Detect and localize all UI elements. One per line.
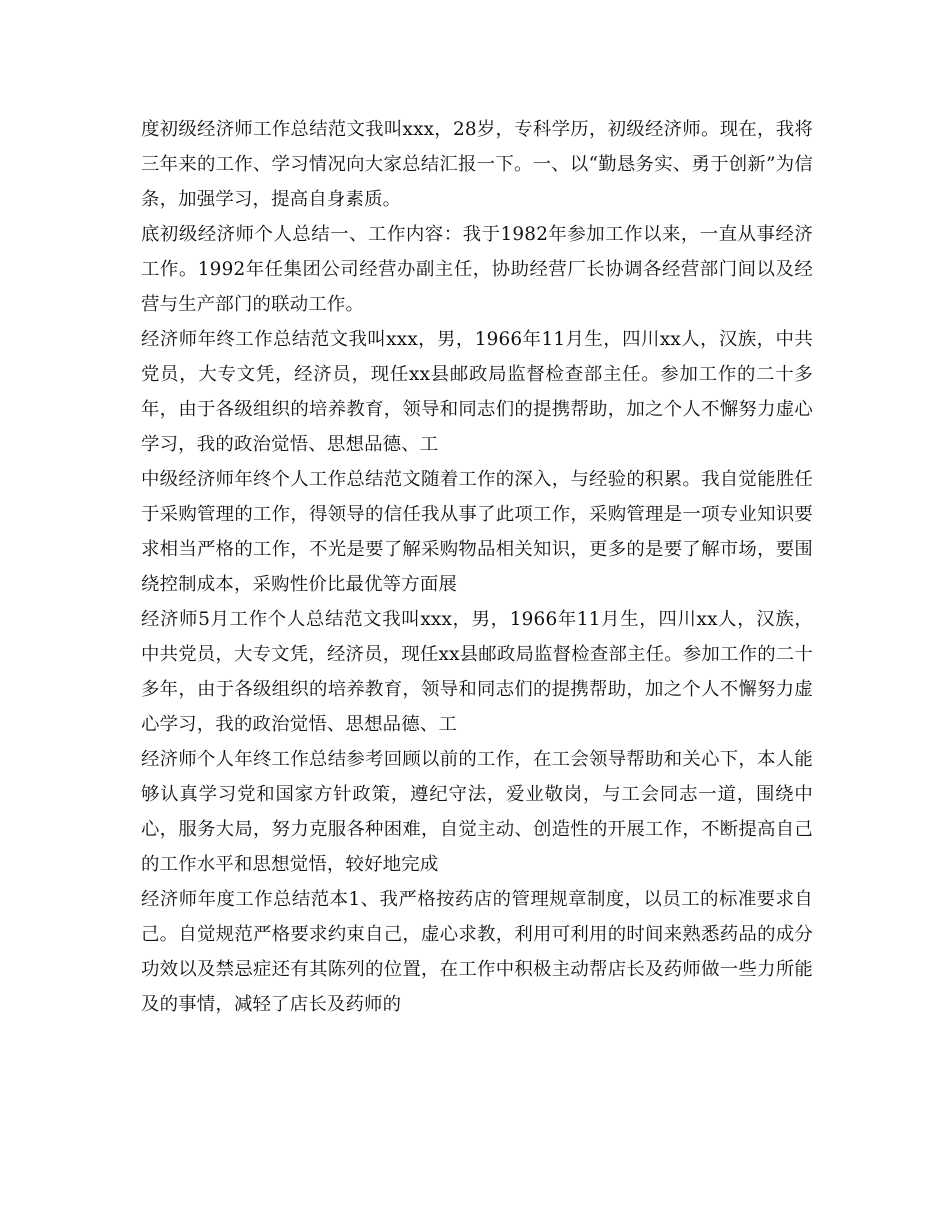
document-body — [141, 112, 813, 1022]
paragraph-7: 经济师年度工作总结范本1、我严格按药店的管理规章制度，以员工的标准要求自己。自觉规范严格要求约束自己，虚心求教，利用可利用的时间来熟悉药品的成分功效以及禁忌症还有其陈列的位置，在工作中积极主动帮店长及药师做一些力所能及的事情，减轻了店长及药师的 — [141, 889, 813, 1015]
paragraph-5: 经济师5月工作个人总结范文我叫xxx，男，1966年11月生，四川xx人，汉族，中共党员，大专文凭，经济员，现任xx县邮政局监督检查部主任。参加工作的二十多年，由于各级组织的培养教育，领导和同志们的提携帮助，加之个人不懈努力虚心学习，我的政治觉悟、思想品德、工 — [141, 609, 813, 735]
paragraph-3: 经济师年终工作总结范文我叫xxx，男，1966年11月生，四川xx人，汉族，中共党员，大专文凭，经济员，现任xx县邮政局监督检查部主任。参加工作的二十多年，由于各级组织的培养教育，领导和同志们的提携帮助，加之个人不懈努力虚心学习，我的政治觉悟、思想品德、工 — [141, 329, 813, 455]
paragraph-6: 经济师个人年终工作总结参考回顾以前的工作，在工会领导帮助和关心下，本人能够认真学习党和国家方针政策，遵纪守法，爱业敬岗，与工会同志一道，围绕中心，服务大局，努力克服各种困难，自觉主动、创造性的开展工作，不断提高自己的工作水平和思想觉悟，较好地完成 — [141, 749, 813, 875]
paragraph-1: 度初级经济师工作总结范文我叫xxx，28岁，专科学历，初级经济师。现在，我将三年来的工作、学习情况向大家总结汇报一下。一、以“勤恳务实、勇于创新”为信条，加强学习，提高自身素质。 — [141, 119, 813, 210]
paragraph-2: 底初级经济师个人总结一、工作内容：我于1982年参加工作以来，一直从事经济工作。1992年任集团公司经营办副主任，协助经营厂长协调各经营部门间以及经营与生产部门的联动工作。 — [141, 224, 813, 315]
paragraph-4: 中级经济师年终个人工作总结范文随着工作的深入，与经验的积累。我自觉能胜任于采购管理的工作，得领导的信任我从事了此项工作，采购管理是一项专业知识要求相当严格的工作，不光是要了解采购物品相关知识，更多的是要了解市场，要围绕控制成本，采购性价比最优等方面展 — [141, 469, 813, 595]
